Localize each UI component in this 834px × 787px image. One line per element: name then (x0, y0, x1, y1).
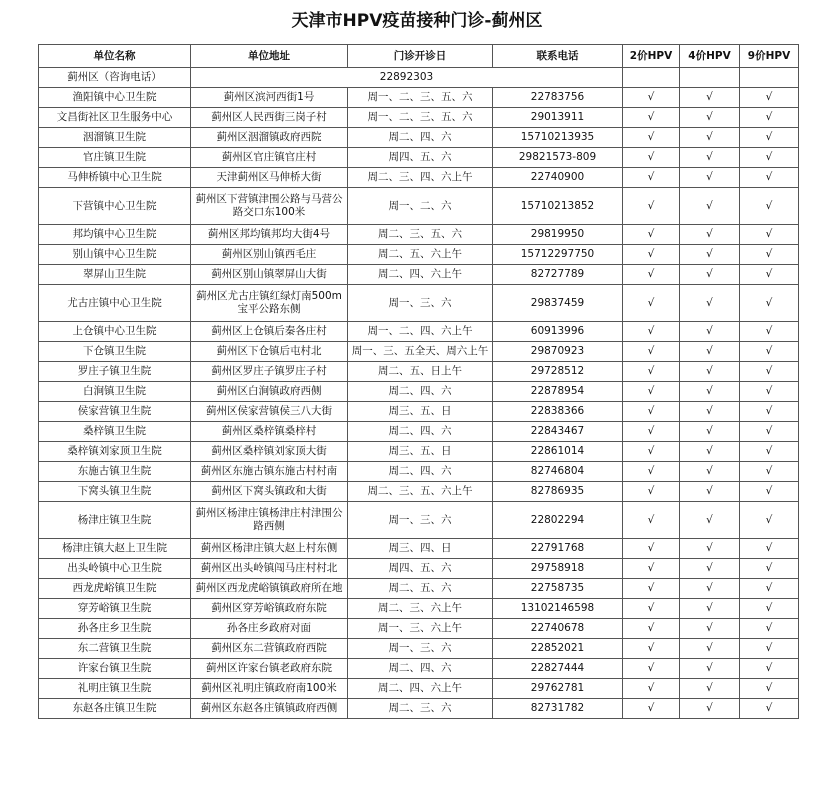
clinic-phone-cell: 22843467 (493, 422, 623, 442)
clinic-address-cell: 蓟州区洇溜镇政府西院 (191, 128, 348, 148)
table-row (39, 285, 799, 322)
hpv4-check-cell: √ (680, 639, 740, 659)
clinic-name-cell: 桑梓镇卫生院 (39, 422, 191, 442)
clinic-address-cell: 蓟州区桑梓镇刘家顶大街 (191, 442, 348, 462)
clinic-days-cell: 周三、四、日 (348, 539, 493, 559)
hpv2-check-cell: √ (623, 539, 680, 559)
clinic-name-cell: 邦均镇中心卫生院 (39, 225, 191, 245)
clinic-address-cell: 孙各庄乡政府对面 (191, 619, 348, 639)
hpv2-check-cell: √ (623, 322, 680, 342)
clinic-address-cell: 蓟州区罗庄子镇罗庄子村 (191, 362, 348, 382)
clinic-days-cell: 周二、四、六 (348, 659, 493, 679)
clinic-days-cell: 周二、四、六 (348, 462, 493, 482)
clinic-phone-cell: 29728512 (493, 362, 623, 382)
hpv2-check-cell: √ (623, 402, 680, 422)
clinic-phone-cell: 82727789 (493, 265, 623, 285)
clinic-days-cell: 周二、五、六 (348, 579, 493, 599)
clinic-phone-cell: 22878954 (493, 382, 623, 402)
hpv9-check-cell: √ (740, 639, 799, 659)
clinic-phone-cell: 15710213935 (493, 128, 623, 148)
clinic-name-cell: 下窝头镇卫生院 (39, 482, 191, 502)
clinic-phone-cell: 82731782 (493, 699, 623, 719)
header-4-valent: 4价HPV (680, 45, 740, 68)
header-name: 单位名称 (39, 45, 191, 68)
hpv9-check-cell: √ (740, 148, 799, 168)
clinic-address-cell: 蓟州区滨河西街1号 (191, 88, 348, 108)
clinic-phone-cell: 15712297750 (493, 245, 623, 265)
clinic-days-cell: 周二、四、六 (348, 422, 493, 442)
clinic-name-cell: 许家台镇卫生院 (39, 659, 191, 679)
clinic-name-cell: 侯家营镇卫生院 (39, 402, 191, 422)
clinic-name-cell: 杨津庄镇卫生院 (39, 502, 191, 539)
hpv9-check-cell: √ (740, 188, 799, 225)
clinic-phone-cell: 60913996 (493, 322, 623, 342)
clinic-name-cell: 东赵各庄镇卫生院 (39, 699, 191, 719)
hpv9-check-cell: √ (740, 579, 799, 599)
clinic-address-cell: 蓟州区杨津庄镇大赵上村东侧 (191, 539, 348, 559)
hpv2-check-cell: √ (623, 342, 680, 362)
hpv2-check-cell: √ (623, 188, 680, 225)
clinic-name-cell: 穿芳峪镇卫生院 (39, 599, 191, 619)
table-row (39, 402, 799, 422)
hpv9-check-cell: √ (740, 422, 799, 442)
clinic-name-cell: 下营镇中心卫生院 (39, 188, 191, 225)
table-row (39, 539, 799, 559)
table-row (39, 619, 799, 639)
hpv2-check-cell: √ (623, 128, 680, 148)
hpv4-check-cell: √ (680, 265, 740, 285)
clinic-address-cell: 蓟州区杨津庄镇杨津庄村津围公路西侧 (191, 502, 348, 539)
hpv2-check-cell: √ (623, 285, 680, 322)
clinic-phone-cell: 82746804 (493, 462, 623, 482)
clinic-days-cell: 周一、三、五全天、周六上午 (348, 342, 493, 362)
clinic-days-cell: 周二、五、六上午 (348, 245, 493, 265)
hpv4-check-cell: √ (680, 148, 740, 168)
table-header-row (39, 45, 799, 68)
hpv4-check-cell: √ (680, 659, 740, 679)
clinic-days-cell: 周一、二、三、五、六 (348, 88, 493, 108)
hpv2-check-cell: √ (623, 679, 680, 699)
consult-row (39, 68, 799, 88)
clinic-name-cell: 杨津庄镇大赵上卫生院 (39, 539, 191, 559)
clinic-days-cell: 周三、五、日 (348, 442, 493, 462)
consult-empty-cell (680, 68, 740, 88)
clinic-phone-cell: 29762781 (493, 679, 623, 699)
clinic-phone-cell: 15710213852 (493, 188, 623, 225)
clinic-name-cell: 翠屏山卫生院 (39, 265, 191, 285)
clinic-days-cell: 周一、二、六 (348, 188, 493, 225)
clinic-phone-cell: 29821573-809 (493, 148, 623, 168)
hpv9-check-cell: √ (740, 619, 799, 639)
hpv9-check-cell: √ (740, 679, 799, 699)
hpv9-check-cell: √ (740, 402, 799, 422)
table-row (39, 482, 799, 502)
hpv4-check-cell: √ (680, 579, 740, 599)
table-row (39, 88, 799, 108)
hpv9-check-cell: √ (740, 108, 799, 128)
hpv9-check-cell: √ (740, 659, 799, 679)
clinic-days-cell: 周一、三、六 (348, 285, 493, 322)
hpv4-check-cell: √ (680, 322, 740, 342)
clinic-address-cell: 蓟州区邦均镇邦均大街4号 (191, 225, 348, 245)
hpv4-check-cell: √ (680, 539, 740, 559)
table-row (39, 342, 799, 362)
clinic-phone-cell: 13102146598 (493, 599, 623, 619)
clinic-days-cell: 周二、三、四、六上午 (348, 168, 493, 188)
hpv4-check-cell: √ (680, 245, 740, 265)
hpv9-check-cell: √ (740, 539, 799, 559)
clinic-phone-cell: 29837459 (493, 285, 623, 322)
hpv4-check-cell: √ (680, 699, 740, 719)
hpv2-check-cell: √ (623, 659, 680, 679)
table-row (39, 579, 799, 599)
clinic-days-cell: 周四、五、六 (348, 148, 493, 168)
hpv9-check-cell: √ (740, 699, 799, 719)
hpv4-check-cell: √ (680, 679, 740, 699)
table-row (39, 245, 799, 265)
header-address: 单位地址 (191, 45, 348, 68)
hpv4-check-cell: √ (680, 362, 740, 382)
clinic-address-cell: 蓟州区出头岭镇闯马庄村村北 (191, 559, 348, 579)
hpv2-check-cell: √ (623, 265, 680, 285)
table-row (39, 639, 799, 659)
hpv4-check-cell: √ (680, 108, 740, 128)
hpv9-check-cell: √ (740, 482, 799, 502)
hpv2-check-cell: √ (623, 462, 680, 482)
table-row (39, 699, 799, 719)
hpv4-check-cell: √ (680, 462, 740, 482)
table-row (39, 322, 799, 342)
hpv2-check-cell: √ (623, 108, 680, 128)
hpv2-check-cell: √ (623, 382, 680, 402)
hpv4-check-cell: √ (680, 502, 740, 539)
hpv2-check-cell: √ (623, 502, 680, 539)
clinic-phone-cell: 29013911 (493, 108, 623, 128)
consult-empty-cell (623, 68, 680, 88)
hpv9-check-cell: √ (740, 599, 799, 619)
clinic-days-cell: 周一、三、六上午 (348, 619, 493, 639)
hpv9-check-cell: √ (740, 322, 799, 342)
hpv9-check-cell: √ (740, 265, 799, 285)
clinic-days-cell: 周一、三、六 (348, 639, 493, 659)
clinic-address-cell: 蓟州区侯家营镇侯三八大街 (191, 402, 348, 422)
clinic-address-cell: 蓟州区东二营镇政府西院 (191, 639, 348, 659)
hpv4-check-cell: √ (680, 342, 740, 362)
hpv4-check-cell: √ (680, 619, 740, 639)
clinic-days-cell: 周二、五、日上午 (348, 362, 493, 382)
hpv2-check-cell: √ (623, 599, 680, 619)
table-row (39, 679, 799, 699)
clinic-address-cell: 蓟州区礼明庄镇政府南100米 (191, 679, 348, 699)
hpv2-check-cell: √ (623, 245, 680, 265)
hpv4-check-cell: √ (680, 225, 740, 245)
table-row (39, 559, 799, 579)
clinic-name-cell: 孙各庄乡卫生院 (39, 619, 191, 639)
hpv4-check-cell: √ (680, 188, 740, 225)
clinic-name-cell: 文昌街社区卫生服务中心 (39, 108, 191, 128)
header-2-valent: 2价HPV (623, 45, 680, 68)
clinic-days-cell: 周二、四、六 (348, 382, 493, 402)
clinic-days-cell: 周一、二、三、五、六 (348, 108, 493, 128)
hpv2-check-cell: √ (623, 362, 680, 382)
clinic-name-cell: 桑梓镇刘家顶卫生院 (39, 442, 191, 462)
clinic-address-cell: 蓟州区下窝头镇政和大街 (191, 482, 348, 502)
hpv2-check-cell: √ (623, 559, 680, 579)
clinic-name-cell: 下仓镇卫生院 (39, 342, 191, 362)
clinic-address-cell: 天津蓟州区马伸桥大街 (191, 168, 348, 188)
clinic-name-cell: 礼明庄镇卫生院 (39, 679, 191, 699)
hpv9-check-cell: √ (740, 128, 799, 148)
hpv4-check-cell: √ (680, 285, 740, 322)
hpv2-check-cell: √ (623, 88, 680, 108)
clinic-phone-cell: 22838366 (493, 402, 623, 422)
clinic-address-cell: 蓟州区许家台镇老政府东院 (191, 659, 348, 679)
hpv9-check-cell: √ (740, 88, 799, 108)
clinic-name-cell: 上仓镇中心卫生院 (39, 322, 191, 342)
hpv2-check-cell: √ (623, 699, 680, 719)
clinic-name-cell: 东二营镇卫生院 (39, 639, 191, 659)
consult-phone: 22892303 (191, 68, 623, 88)
clinic-name-cell: 别山镇中心卫生院 (39, 245, 191, 265)
table-row (39, 265, 799, 285)
clinic-phone-cell: 22802294 (493, 502, 623, 539)
page-title: 天津市HPV疫苗接种门诊-蓟州区 (291, 11, 543, 31)
clinic-address-cell: 蓟州区别山镇翠屏山大街 (191, 265, 348, 285)
clinic-address-cell: 蓟州区西龙虎峪镇镇政府所在地 (191, 579, 348, 599)
clinic-days-cell: 周二、四、六上午 (348, 265, 493, 285)
clinic-days-cell: 周二、四、六上午 (348, 679, 493, 699)
hpv4-check-cell: √ (680, 482, 740, 502)
clinic-name-cell: 西龙虎峪镇卫生院 (39, 579, 191, 599)
hpv2-check-cell: √ (623, 148, 680, 168)
hpv2-check-cell: √ (623, 168, 680, 188)
hpv9-check-cell: √ (740, 342, 799, 362)
clinic-days-cell: 周一、三、六 (348, 502, 493, 539)
hpv4-check-cell: √ (680, 128, 740, 148)
clinic-phone-cell: 22852021 (493, 639, 623, 659)
hpv9-check-cell: √ (740, 559, 799, 579)
table-row (39, 382, 799, 402)
hpv4-check-cell: √ (680, 382, 740, 402)
table-row (39, 128, 799, 148)
clinic-phone-cell: 22791768 (493, 539, 623, 559)
clinic-days-cell: 周一、二、四、六上午 (348, 322, 493, 342)
clinic-phone-cell: 22783756 (493, 88, 623, 108)
clinic-phone-cell: 22861014 (493, 442, 623, 462)
clinic-phone-cell: 82786935 (493, 482, 623, 502)
clinic-days-cell: 周二、三、六 (348, 699, 493, 719)
table-row (39, 225, 799, 245)
clinic-phone-cell: 22740678 (493, 619, 623, 639)
clinic-name-cell: 渔阳镇中心卫生院 (39, 88, 191, 108)
hpv9-check-cell: √ (740, 502, 799, 539)
table-row (39, 362, 799, 382)
clinic-days-cell: 周二、三、五、六上午 (348, 482, 493, 502)
hpv9-check-cell: √ (740, 442, 799, 462)
clinic-phone-cell: 22758735 (493, 579, 623, 599)
hpv4-check-cell: √ (680, 88, 740, 108)
hpv2-check-cell: √ (623, 225, 680, 245)
header-phone: 联系电话 (493, 45, 623, 68)
header-9-valent: 9价HPV (740, 45, 799, 68)
hpv9-check-cell: √ (740, 285, 799, 322)
consult-label: 蓟州区（咨询电话） (39, 68, 191, 88)
clinic-phone-cell: 22827444 (493, 659, 623, 679)
clinic-address-cell: 蓟州区桑梓镇桑梓村 (191, 422, 348, 442)
table-row (39, 168, 799, 188)
table-row (39, 108, 799, 128)
hpv4-check-cell: √ (680, 559, 740, 579)
clinic-address-cell: 蓟州区穿芳峪镇政府东院 (191, 599, 348, 619)
clinic-phone-cell: 22740900 (493, 168, 623, 188)
hpv4-check-cell: √ (680, 442, 740, 462)
hpv9-check-cell: √ (740, 225, 799, 245)
clinic-phone-cell: 29758918 (493, 559, 623, 579)
table-row (39, 462, 799, 482)
hpv9-check-cell: √ (740, 168, 799, 188)
hpv4-check-cell: √ (680, 599, 740, 619)
clinic-name-cell: 马伸桥镇中心卫生院 (39, 168, 191, 188)
table-row (39, 188, 799, 225)
clinic-address-cell: 蓟州区白涧镇政府西侧 (191, 382, 348, 402)
clinic-name-cell: 出头岭镇中心卫生院 (39, 559, 191, 579)
clinic-phone-cell: 29819950 (493, 225, 623, 245)
clinic-address-cell: 蓟州区人民西街三岗子村 (191, 108, 348, 128)
clinic-name-cell: 官庄镇卫生院 (39, 148, 191, 168)
clinic-address-cell: 蓟州区别山镇西毛庄 (191, 245, 348, 265)
table-row (39, 599, 799, 619)
clinic-address-cell: 蓟州区官庄镇官庄村 (191, 148, 348, 168)
hpv2-check-cell: √ (623, 442, 680, 462)
clinic-days-cell: 周三、五、日 (348, 402, 493, 422)
clinic-name-cell: 罗庄子镇卫生院 (39, 362, 191, 382)
clinic-table (38, 44, 799, 719)
clinic-name-cell: 白涧镇卫生院 (39, 382, 191, 402)
table-row (39, 659, 799, 679)
clinic-name-cell: 尤古庄镇中心卫生院 (39, 285, 191, 322)
clinic-days-cell: 周二、三、六上午 (348, 599, 493, 619)
hpv9-check-cell: √ (740, 362, 799, 382)
hpv4-check-cell: √ (680, 168, 740, 188)
clinic-phone-cell: 29870923 (493, 342, 623, 362)
clinic-name-cell: 东施古镇卫生院 (39, 462, 191, 482)
hpv2-check-cell: √ (623, 482, 680, 502)
clinic-address-cell: 蓟州区东赵各庄镇镇政府西侧 (191, 699, 348, 719)
table-row (39, 502, 799, 539)
consult-empty-cell (740, 68, 799, 88)
clinic-address-cell: 蓟州区下营镇津围公路与马营公路交口东100米 (191, 188, 348, 225)
clinic-days-cell: 周四、五、六 (348, 559, 493, 579)
hpv9-check-cell: √ (740, 382, 799, 402)
hpv2-check-cell: √ (623, 639, 680, 659)
clinic-address-cell: 蓟州区上仓镇后秦各庄村 (191, 322, 348, 342)
clinic-address-cell: 蓟州区东施古镇东施古村村南 (191, 462, 348, 482)
clinic-days-cell: 周二、三、五、六 (348, 225, 493, 245)
hpv2-check-cell: √ (623, 422, 680, 442)
header-days: 门诊开诊日 (348, 45, 493, 68)
clinic-name-cell: 洇溜镇卫生院 (39, 128, 191, 148)
hpv9-check-cell: √ (740, 245, 799, 265)
hpv9-check-cell: √ (740, 462, 799, 482)
clinic-address-cell: 蓟州区尤古庄镇红绿灯南500m宝平公路东侧 (191, 285, 348, 322)
table-row (39, 148, 799, 168)
hpv2-check-cell: √ (623, 579, 680, 599)
clinic-days-cell: 周二、四、六 (348, 128, 493, 148)
hpv2-check-cell: √ (623, 619, 680, 639)
table-row (39, 422, 799, 442)
table-row (39, 442, 799, 462)
hpv4-check-cell: √ (680, 422, 740, 442)
hpv4-check-cell: √ (680, 402, 740, 422)
clinic-address-cell: 蓟州区下仓镇后屯村北 (191, 342, 348, 362)
